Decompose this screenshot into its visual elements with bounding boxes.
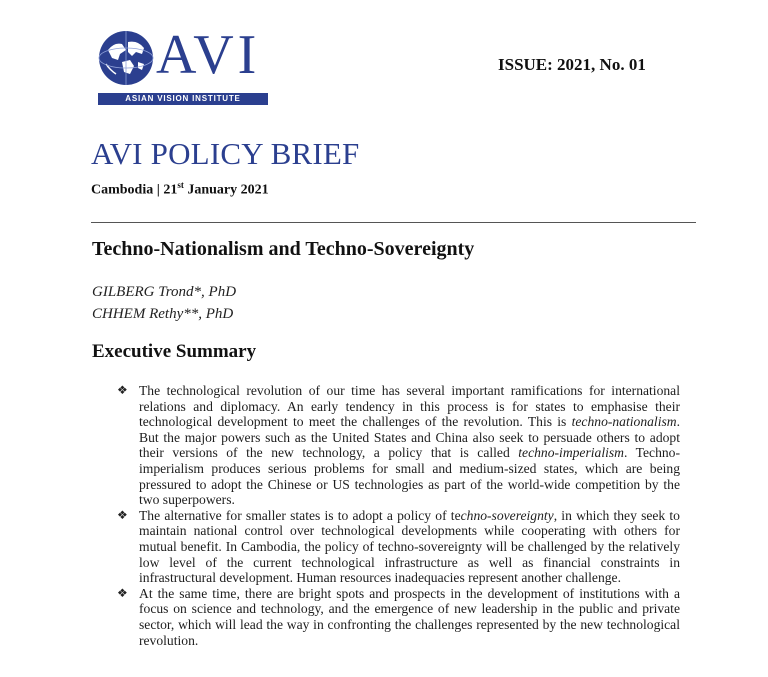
bullet-1-text-3: . Techno-imperialism produces serious problems for small and medium-sized states, which are being pressured to adopt the Chinese or US technologies as part of the world-wide competition by the two superpowers. <box>139 445 681 508</box>
issue-number: ISSUE: 2021, No. 01 <box>498 55 646 74</box>
summary-bullet-1 <box>117 383 680 508</box>
bullet-1-term-techno-nationalism: techno-nationalism <box>571 414 677 430</box>
dateline <box>91 180 269 199</box>
bullet-2-term-techno-sovereignty: chno-sovereignty <box>460 507 554 523</box>
globe-icon <box>98 30 154 86</box>
bullet-1-text-1: The technological revolution of our time has several important ramifications for international relations and diplomacy. An early tendency in this process is for states to emphasise their technological development to meet the challenges of the revolution. This is <box>139 383 680 430</box>
diamond-bullet-icon: ❖ <box>117 585 128 600</box>
avi-logo <box>98 24 270 107</box>
bullet-3-text-1: At the same time, there are bright spots and prospects in the development of institutions with a focus on science and technology, and the emergence of new leadership in the public and private sector, which will lead the way in confronting the challenges represented by the new technological revolution. <box>139 585 680 648</box>
page-title: AVI POLICY BRIEF <box>91 136 360 171</box>
author-2: CHHEM Rethy**, PhD <box>92 306 234 322</box>
bullet-2-text-1: The alternative for smaller states is to adopt a policy of te <box>139 507 461 523</box>
dateline-month-year: January 2021 <box>183 182 269 198</box>
summary-bullets <box>117 383 680 648</box>
divider <box>91 222 696 223</box>
diamond-bullet-icon: ❖ <box>117 383 128 397</box>
authors <box>92 281 236 325</box>
bullet-1-term-techno-imperialism: techno-imperialism <box>518 445 624 461</box>
article-title: Techno-Nationalism and Techno-Sovereignty <box>92 238 475 260</box>
bullet-2-text-2: , in which they seek to maintain national control over technological developments while cooperating with others for mutual benefit. In Cambodia, the policy of techno-sovereignty will be challenged by the relatively low level of the current technological infrastructure as well as financial constraints in infrastructural development. Human resources inadequacies represent another challenge. <box>139 507 680 586</box>
summary-bullet-2 <box>117 508 680 586</box>
author-1: GILBERG Trond*, PhD <box>92 284 237 300</box>
logo-wordmark: AVI <box>156 24 261 86</box>
executive-summary-heading: Executive Summary <box>92 341 257 362</box>
dateline-location-day: Cambodia | 21 <box>91 182 178 198</box>
dateline-ordinal: st <box>177 180 184 190</box>
logo-tagline: ASIAN VISION INSTITUTE <box>98 93 268 105</box>
diamond-bullet-icon: ❖ <box>117 507 128 522</box>
summary-bullet-3 <box>117 586 680 648</box>
bullet-1-text-2: . But the major powers such as the United States and China also seek to persuade others to adopt their versions of the new technology, a policy that is called <box>139 414 680 461</box>
